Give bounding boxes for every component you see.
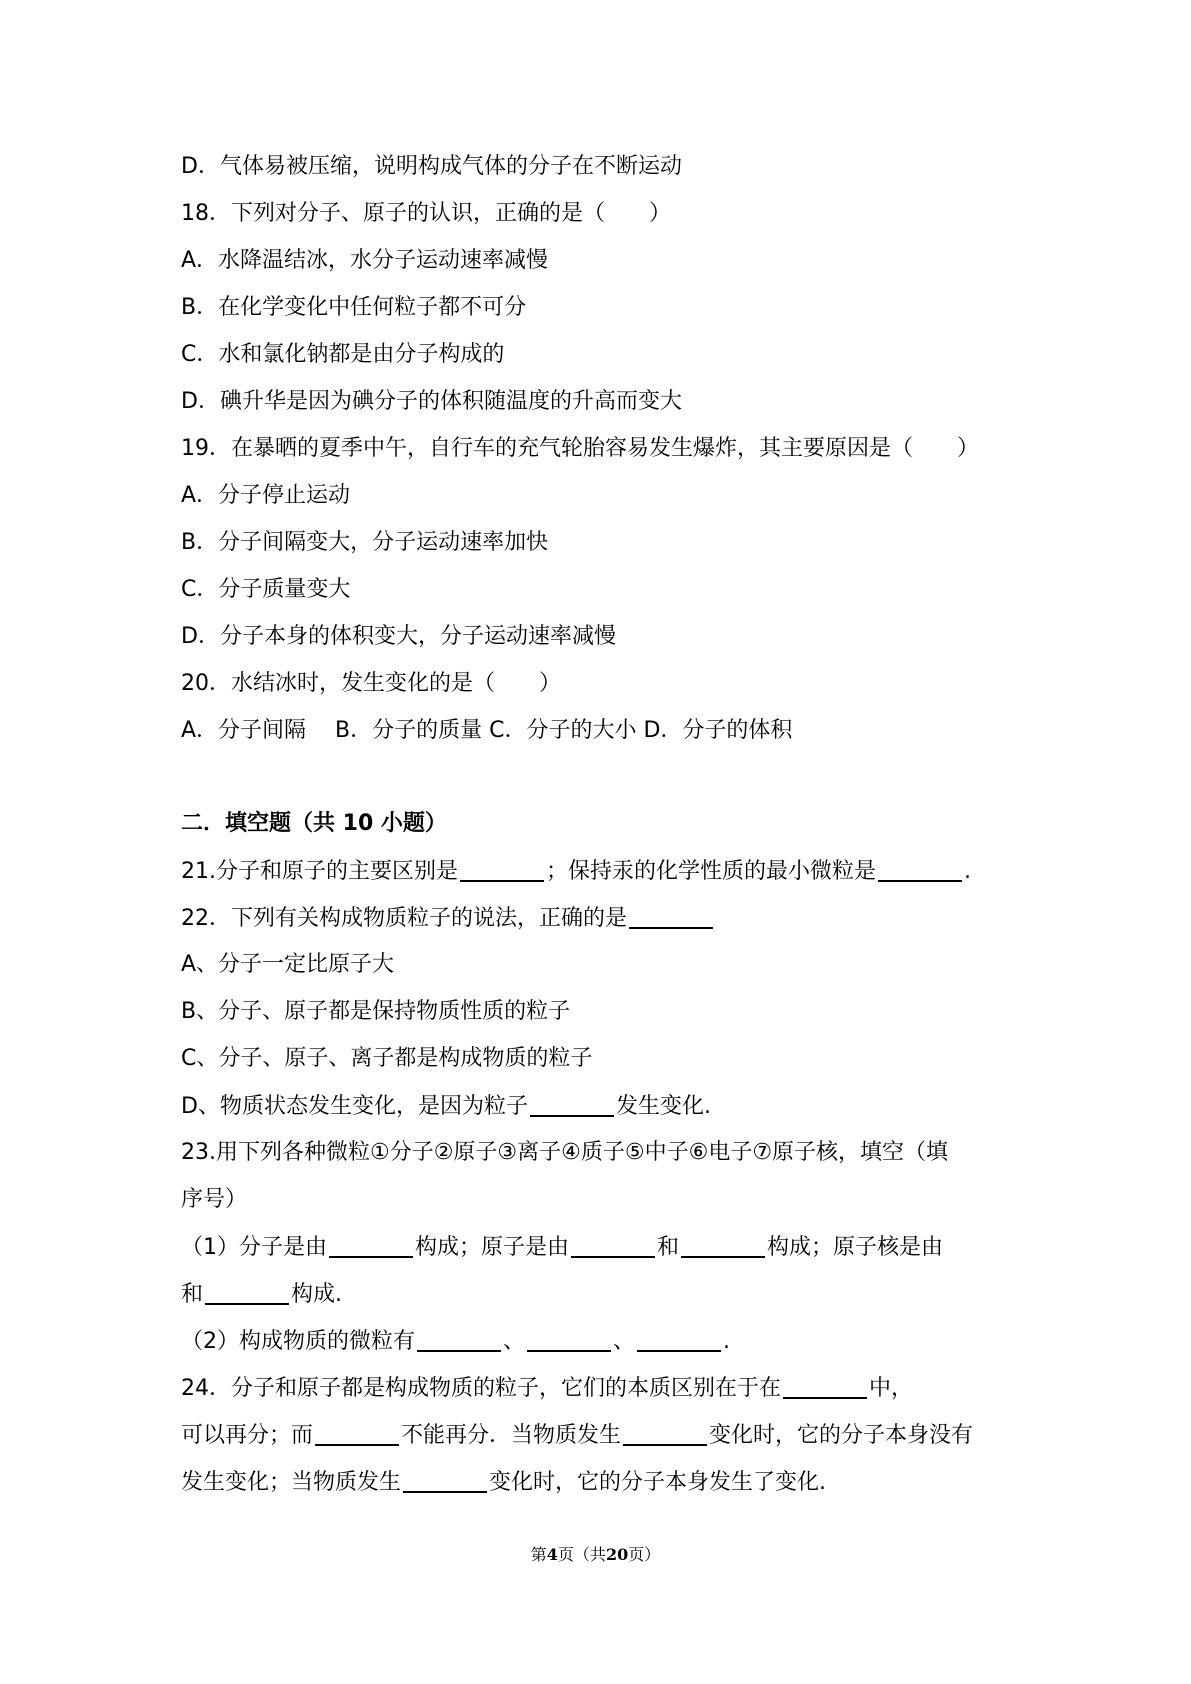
q23-sub1-text-4: 构成；原子核是由 (767, 1235, 944, 1260)
q24-line-3 (181, 1467, 826, 1498)
section-2-heading: 二．填空题（共 10 小题） (181, 811, 447, 836)
q22-option-d-text-1: D、物质状态发生变化，是因为粒子 (181, 1094, 528, 1119)
q24-line-2 (181, 1420, 973, 1451)
q19-option-d: D．分子本身的体积变大，分子运动速率减慢 (181, 624, 616, 649)
q19-option-c: C．分子质量变大 (181, 577, 351, 602)
answer-blank[interactable] (205, 1279, 289, 1305)
q19-option-b: B．分子间隔变大，分子运动速率加快 (181, 530, 549, 555)
q23-sub2 (181, 1326, 730, 1357)
q23-sub2-sep-1: 、 (503, 1329, 526, 1354)
q23-sub1-line2-text-1: 和 (181, 1282, 204, 1307)
q23-sub2-end: . (723, 1329, 731, 1354)
q24-text-1: 24．分子和原子都是构成物质的粒子，它们的本质区别在于在 (181, 1376, 781, 1401)
q24-line3-text-2: 变化时，它的分子本身发生了变化. (489, 1470, 827, 1495)
q23-sub1-text-2: 构成；原子是由 (415, 1235, 570, 1260)
q22-text: 22．下列有关构成物质粒子的说法，正确的是 (181, 906, 627, 931)
q19-stem: 19．在暴晒的夏季中午，自行车的充气轮胎容易发生爆炸，其主要原因是（ ） (181, 436, 979, 461)
q19-option-a: A．分子停止运动 (181, 483, 351, 508)
q20-options: A．分子间隔 B．分子的质量 C．分子的大小 D．分子的体积 (181, 718, 793, 743)
q21-text-1: 21.分子和原子的主要区别是 (181, 859, 458, 884)
page-footer (0, 1544, 1191, 1566)
footer-total-pages: 20 (605, 1545, 629, 1564)
answer-blank[interactable] (623, 1420, 707, 1446)
q22-option-a: A、分子一定比原子大 (181, 952, 395, 977)
q24-line2-text-1: 可以再分；而 (181, 1423, 314, 1448)
q21-stem (181, 856, 971, 887)
q20-stem: 20．水结冰时，发生变化的是（ ） (181, 671, 561, 696)
answer-blank[interactable] (783, 1373, 867, 1399)
answer-blank[interactable] (329, 1232, 413, 1258)
answer-blank[interactable] (637, 1326, 721, 1352)
q23-stem-line-2: 序号） (181, 1187, 248, 1212)
answer-blank[interactable] (403, 1467, 487, 1493)
answer-blank[interactable] (417, 1326, 501, 1352)
answer-blank[interactable] (530, 1091, 614, 1117)
footer-text-3: 页） (628, 1545, 661, 1564)
answer-blank[interactable] (460, 856, 544, 882)
q24-text-2: 中， (869, 1376, 914, 1401)
q18-option-d: D．碘升华是因为碘分子的体积随温度的升高而变大 (181, 389, 682, 414)
q21-text-3: . (964, 859, 972, 884)
q18-option-a: A．水降温结冰，水分子运动速率减慢 (181, 248, 549, 273)
q23-sub1-line2-text-2: 构成. (291, 1282, 343, 1307)
answer-blank[interactable] (527, 1326, 611, 1352)
q23-sub1-line-1 (181, 1232, 943, 1263)
q24-line-1 (181, 1373, 913, 1404)
q23-sub2-sep-2: 、 (613, 1329, 636, 1354)
q18-stem: 18．下列对分子、原子的认识，正确的是（ ） (181, 201, 671, 226)
q23-sub1-line-2 (181, 1279, 342, 1310)
q18-option-b: B．在化学变化中任何粒子都不可分 (181, 295, 527, 320)
answer-blank[interactable] (571, 1232, 655, 1258)
footer-text-2: 页（共 (557, 1545, 606, 1564)
q17-option-d: D．气体易被压缩，说明构成气体的分子在不断运动 (181, 154, 682, 179)
q21-text-2: ；保持汞的化学性质的最小微粒是 (546, 859, 877, 884)
q22-option-c: C、分子、原子、离子都是构成物质的粒子 (181, 1046, 593, 1071)
q23-stem-line-1: 23.用下列各种微粒①分子②原子③离子④质子⑤中子⑥电子⑦原子核，填空（填 (181, 1140, 949, 1165)
q24-line2-text-3: 变化时，它的分子本身没有 (709, 1423, 974, 1448)
q24-line3-text-1: 发生变化；当物质发生 (181, 1470, 402, 1495)
footer-text-1: 第 (530, 1545, 547, 1564)
q22-option-d-text-2: 发生变化. (615, 1094, 711, 1119)
q22-stem (181, 903, 715, 934)
footer-page-number: 4 (546, 1545, 558, 1564)
q22-option-d (181, 1091, 711, 1122)
q23-sub1-text-1: （1）分子是由 (181, 1235, 327, 1260)
q23-sub1-text-3: 和 (657, 1235, 680, 1260)
q24-line2-text-2: 不能再分．当物质发生 (401, 1423, 622, 1448)
answer-blank[interactable] (681, 1232, 765, 1258)
answer-blank[interactable] (629, 903, 713, 929)
q23-sub2-text-1: （2）构成物质的微粒有 (181, 1329, 415, 1354)
answer-blank[interactable] (315, 1420, 399, 1446)
answer-blank[interactable] (878, 856, 962, 882)
q18-option-c: C．水和氯化钠都是由分子构成的 (181, 342, 505, 367)
q22-option-b: B、分子、原子都是保持物质性质的粒子 (181, 999, 571, 1024)
